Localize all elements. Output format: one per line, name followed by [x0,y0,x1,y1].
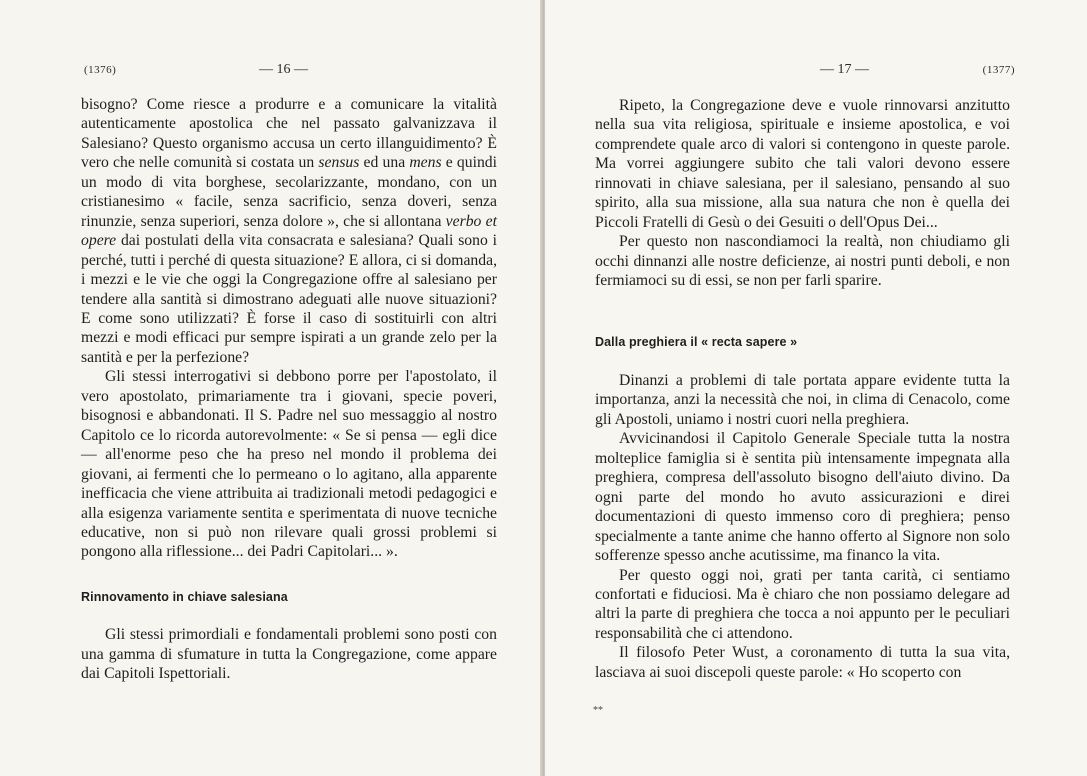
right-page [545,0,1087,776]
left-page [0,0,543,776]
right-running-head [585,61,1015,81]
text-run: bisogno? Come riesce a produrre e a comunicare la vitalità autenticamente apostolica che nel passato galvanizzava il Salesiano? Questo organismo accusa un certo illanguidimento? È vero che nelle comunità si costata un [81,96,497,172]
left-section-heading: Rinnovamento in chiave salesiana [81,589,288,604]
left-paragraph-2: Gli stessi interrogativi si debbono porre per l'apostolato, il vero apostolato, primariamente tra i giovani, specie poveri, bisognosi e abbandonati. Il S. Padre nel suo messaggio al nostro Capitolo ce lo ricorda autorevolmente: « Se si pensa — egli dice — all'enorme peso che ha preso nel mondo il problema dei giovani, ai fermenti che lo permeano o lo agitano, alla apparente inefficacia che viene attribuita ai tradizionali metodi pedagogici e alla esigenza variamente sentita e sperimentata di nuove tecniche educative, non si può non rilevare quali grossi problemi si pongono alla riflessione... dei Padri Capitolari... ». [81,368,497,561]
right-paragraph-5: Per questo oggi noi, grati per tanta carità, ci sentiamo confortati e fiduciosi. Ma è chiaro che non possiamo delegare ad altri la parte di preghiera che tocca a noi appunto per le peculiari responsabilità che ci attendono. [595,566,1010,642]
footnote-mark: ** [593,705,603,716]
left-marginal-number: (1376) [84,64,117,76]
text-run: e quindi un modo di vita borghese, secolarizzante, mondano, con un cristianesimo « facile, senza sacrificio, senza doveri, senza rinunzie, senza superiori, senza dolore », che si allontana [81,154,497,230]
right-page-number: — 17 — [820,62,869,77]
left-paragraph-3: Gli stessi primordiali e fondamentali problemi sono posti con una gamma di sfumature in tutta la Congregazione, come appare dai Capitoli Ispettoriali. [81,626,497,683]
left-page-number: — 16 — [259,62,308,77]
right-paragraph-1: Ripeto, la Congregazione deve e vuole rinnovarsi anzitutto nella sua vita religiosa, spirituale e insieme apostolica, e voi comprendete quale arco di valori si contengono in queste parole. Ma vorrei aggiungere subito che tali valori devono essere rinnovati in chiave salesiana, per il salesiano, pensando al suo spirito, alla sua missione, alla sua natura che non è quella dei Piccoli Fratelli di Gesù o dei Gesuiti o dell'Opus Dei... [595,97,1010,231]
right-paragraph-3: Dinanzi a problemi di tale portata appare evidente tutta la importanza, anzi la necessità che noi, in clima di Cenacolo, come gli Apostoli, uniamo i nostri cuori nella preghiera. [595,371,1010,428]
left-paragraph-1 [81,95,497,367]
text-run: ed una [359,154,410,172]
right-body-text [595,96,1010,682]
right-marginal-number: (1377) [982,64,1015,76]
italic-term: verbo et opere [81,212,497,250]
text-run: dai postulati della vita consacrata e salesiana? Quali sono i perché, tutti i perché di questa situazione? E allora, ci si domanda, i mezzi e le vie che oggi la Congregazione offre al salesiano per tendere alla santità si dimostrano adeguati alle nuove situazioni? E come sono utilizzati? È forse il caso di sostituirli con altri mezzi e modi efficaci pur sempre ispirati a un grande zelo per la santità e per la perfezione? [81,232,497,366]
right-paragraph-6: Il filosofo Peter Wust, a coronamento di tutta la sua vita, lasciava ai suoi discepoli queste parole: « Ho scoperto con [595,644,1010,681]
right-paragraph-4: Avvicinandosi il Capitolo Generale Speciale tutta la nostra molteplice famiglia si è sentita più intensamente impegnata alla preghiera, compresa dell'assoluto bisogno dell'aiuto divino. Da ogni parte del mondo ho avuto assicurazioni e direi documentazioni di questo immenso coro di preghiera; penso specialmente a tante anime che hanno offerto al Signore non solo sofferenze spesso anche acutissime, ma financo la vita. [595,430,1010,565]
right-paragraph-2: Per questo non nascondiamoci la realtà, non chiudiamo gli occhi dinnanzi alle nostre deficienze, ai nostri punti deboli, e non fermiamoci su di essi, se non per farli sparire. [595,233,1010,290]
left-body-text [81,95,497,684]
italic-term: mens [409,154,442,172]
right-section-heading: Dalla preghiera il « recta sapere » [595,334,798,349]
italic-term: sensus [318,154,360,172]
left-running-head [84,61,494,81]
